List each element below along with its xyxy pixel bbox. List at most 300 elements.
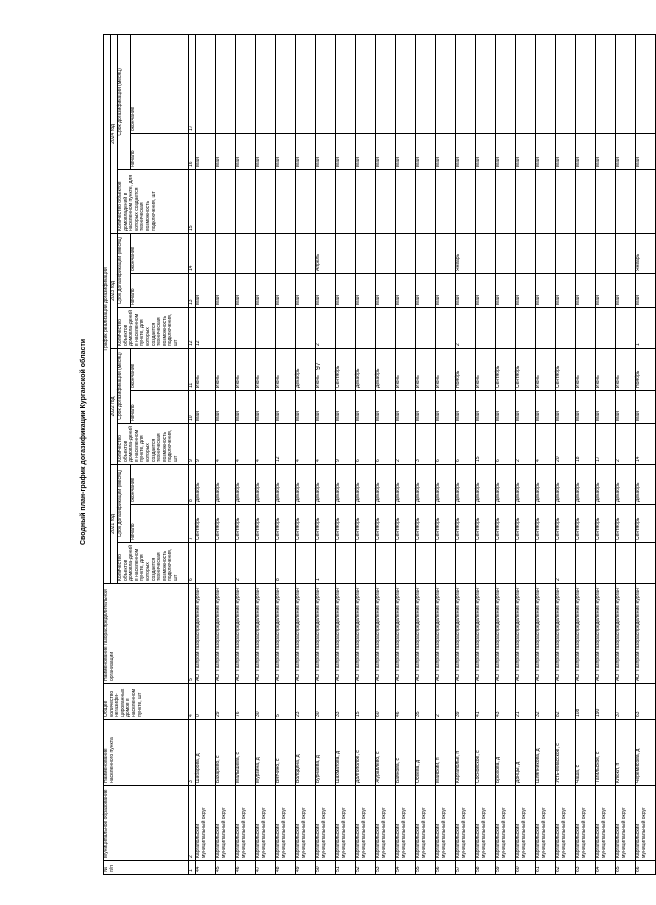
cell-municipality: Каргапольский муниципальный округ: [576, 786, 596, 861]
cell-end-2024: [576, 34, 596, 133]
cell-start-2024: Май: [396, 134, 416, 170]
cell-end-2021: Декабрь: [416, 465, 436, 505]
cell-objects-2023: 2: [456, 308, 476, 349]
cell-objects-2021: 8: [276, 543, 296, 584]
cell-start-2023: Май: [536, 274, 556, 308]
cell-municipality: Каргапольский муниципальный округ: [216, 786, 236, 861]
page-number: 97: [315, 362, 322, 370]
cell-end-2022: Декабрь: [296, 349, 316, 391]
cell-end-2021: Декабрь: [516, 465, 536, 505]
cell-start-2022: Май: [576, 391, 596, 424]
cell-end-2023: [536, 234, 556, 274]
cell-objects-2021: [616, 543, 636, 584]
cell-start-2023: Май: [616, 274, 636, 308]
cell-row-num: 51: [336, 861, 356, 875]
cell-start-2024: Май: [236, 134, 256, 170]
cell-start-2024: Май: [616, 134, 636, 170]
cell-objects-2023: [616, 308, 636, 349]
cell-objects-2023: [336, 308, 356, 349]
cell-end-2022: Июнь: [536, 349, 556, 391]
cell-objects-2024: [556, 170, 576, 234]
cell-end-2023: [256, 234, 276, 274]
cell-start-2021: Сентябрь: [296, 505, 316, 543]
cell-row-num: 57: [456, 861, 476, 875]
cell-end-2021: Декабрь: [296, 465, 316, 505]
cell-objects-2024: [396, 170, 416, 234]
cell-start-2021: Сентябрь: [576, 505, 596, 543]
cell-organization: АО "Газпром газораспределение Курган": [576, 584, 596, 684]
cell-start-2022: Май: [196, 391, 216, 424]
cell-total-houses: 30: [256, 684, 276, 720]
cell-organization: АО "Газпром газораспределение Курган": [396, 584, 416, 684]
schedule-table-container: [103, 35, 647, 875]
cell-municipality: Каргапольский муниципальный округ: [396, 786, 416, 861]
cell-objects-2022: 4: [316, 424, 336, 465]
cell-objects-2022: 4: [296, 424, 316, 465]
table-row: [496, 34, 516, 874]
cell-start-2021: Сентябрь: [376, 505, 396, 543]
cell-objects-2023: [396, 308, 416, 349]
cell-row-num: 50: [316, 861, 336, 875]
cell-start-2021: Сентябрь: [496, 505, 516, 543]
cell-start-2022: Май: [236, 391, 256, 424]
cell-start-2023: Май: [476, 274, 496, 308]
header-year-2022: 2022 год: [111, 349, 118, 465]
cell-end-2021: Декабрь: [336, 465, 356, 505]
table-row: [216, 34, 236, 874]
cell-total-houses: 23: [296, 684, 316, 720]
cell-end-2021: Декабрь: [596, 465, 616, 505]
cell-end-2024: [236, 34, 256, 133]
document-title: Сводный план-график догазификации Курганской области: [80, 338, 87, 545]
cell-end-2021: Декабрь: [356, 465, 376, 505]
cell-end-2022: Июнь: [436, 349, 456, 391]
cell-start-2024: Май: [296, 134, 316, 170]
cell-end-2022: Июнь: [576, 349, 596, 391]
cell-total-houses: 76: [236, 684, 256, 720]
cell-total-houses: 43: [496, 684, 516, 720]
cell-end-2021: Декабрь: [496, 465, 516, 505]
cell-end-2023: [236, 234, 256, 274]
cell-start-2021: Сентябрь: [356, 505, 376, 543]
cell-end-2023: [516, 234, 536, 274]
cell-start-2024: Май: [196, 134, 216, 170]
cell-objects-2022: 15: [476, 424, 496, 465]
cell-total-houses: 35: [416, 684, 436, 720]
cell-objects-2022: 20: [556, 424, 576, 465]
cell-end-2022: Сентябрь: [516, 349, 536, 391]
header-deadline-2021: Срок догазификации (месяц): [118, 465, 131, 543]
cell-end-2021: Декабрь: [376, 465, 396, 505]
column-number: 2: [189, 786, 196, 861]
cell-end-2023: [336, 234, 356, 274]
cell-municipality: Каргапольский муниципальный округ: [496, 786, 516, 861]
cell-objects-2023: [416, 308, 436, 349]
cell-municipality: Каргапольский муниципальный округ: [536, 786, 556, 861]
cell-municipality: Каргапольский муниципальный округ: [276, 786, 296, 861]
cell-objects-2022: 4: [236, 424, 256, 465]
cell-municipality: Каргапольский муниципальный округ: [236, 786, 256, 861]
cell-end-2023: [476, 234, 496, 274]
header-start-2023: начало: [131, 274, 189, 308]
cell-organization: АО "Газпром газораспределение Курган": [596, 584, 616, 684]
cell-settlement: Шахматова, д: [336, 720, 356, 786]
cell-objects-2022: 6: [376, 424, 396, 465]
cell-objects-2023: [356, 308, 376, 349]
column-number: 12: [189, 308, 196, 349]
cell-total-houses: 37: [616, 684, 636, 720]
header-objects-2024: Количество объектов домовладений в населенном пункте, для которых создается техническая возможность подключения, шт: [118, 170, 189, 234]
cell-settlement: Шляпникова, д: [536, 720, 556, 786]
cell-start-2022: Май: [216, 391, 236, 424]
cell-start-2022: Май: [556, 391, 576, 424]
cell-objects-2023: [256, 308, 276, 349]
cell-objects-2024: [596, 170, 616, 234]
cell-settlement: Журавлево, с: [376, 720, 396, 786]
cell-total-houses: 29: [216, 684, 236, 720]
cell-start-2022: Май: [376, 391, 396, 424]
header-objects-2022: Количество объектов домовла-дений в населенном пункте, для которых создается техническая возможность подключения, шт: [118, 424, 189, 465]
cell-end-2024: [476, 34, 496, 133]
cell-organization: АО "Газпром газораспределение Курган": [336, 584, 356, 684]
cell-objects-2021: [416, 543, 436, 584]
cell-start-2024: Май: [456, 134, 476, 170]
cell-organization: АО "Газпром газораспределение Курган": [636, 584, 656, 684]
cell-end-2021: Декабрь: [576, 465, 596, 505]
cell-municipality: Каргапольский муниципальный округ: [556, 786, 576, 861]
cell-start-2023: Май: [196, 274, 216, 308]
cell-start-2023: Май: [436, 274, 456, 308]
cell-objects-2024: [276, 170, 296, 234]
cell-end-2024: [416, 34, 436, 133]
cell-start-2022: Май: [516, 391, 536, 424]
cell-row-num: 54: [396, 861, 416, 875]
cell-start-2024: Май: [276, 134, 296, 170]
cell-objects-2021: [376, 543, 396, 584]
table-row: [516, 34, 536, 874]
cell-end-2022: Ноябрь: [636, 349, 656, 391]
cell-objects-2023: [476, 308, 496, 349]
cell-objects-2023: [516, 308, 536, 349]
cell-objects-2022: 6: [436, 424, 456, 465]
cell-end-2021: Декабрь: [396, 465, 416, 505]
cell-objects-2021: [516, 543, 536, 584]
cell-start-2022: Май: [336, 391, 356, 424]
cell-total-houses: 2: [436, 684, 456, 720]
cell-start-2022: Май: [616, 391, 636, 424]
table-row: [556, 34, 576, 874]
cell-objects-2024: [376, 170, 396, 234]
cell-total-houses: 63: [636, 684, 656, 720]
header-year-2024: 2024 год: [111, 34, 118, 233]
cell-end-2023: [496, 234, 516, 274]
cell-end-2024: [376, 34, 396, 133]
cell-total-houses: 46: [396, 684, 416, 720]
cell-row-num: 65: [616, 861, 636, 875]
table-row: [396, 34, 416, 874]
cell-row-num: 53: [376, 861, 396, 875]
cell-objects-2024: [576, 170, 596, 234]
cell-organization: АО "Газпром газораспределение Курган": [436, 584, 456, 684]
cell-end-2023: [296, 234, 316, 274]
cell-objects-2023: [276, 308, 296, 349]
cell-objects-2022: 3: [416, 424, 436, 465]
cell-objects-2021: 1: [316, 543, 336, 584]
cell-start-2024: Май: [356, 134, 376, 170]
header-start-2022: начало: [131, 391, 189, 424]
cell-end-2021: Декабрь: [196, 465, 216, 505]
cell-organization: АО "Газпром газораспределение Курган": [376, 584, 396, 684]
cell-end-2024: [296, 34, 316, 133]
cell-end-2021: Декабрь: [556, 465, 576, 505]
cell-end-2023: [576, 234, 596, 274]
cell-municipality: Каргапольский муниципальный округ: [636, 786, 656, 861]
cell-start-2021: Сентябрь: [616, 505, 636, 543]
cell-start-2024: Май: [336, 134, 356, 170]
cell-start-2024: Май: [596, 134, 616, 170]
cell-start-2023: Май: [456, 274, 476, 308]
cell-start-2021: Сентябрь: [316, 505, 336, 543]
table-row: [296, 34, 316, 874]
table-row: [256, 34, 276, 874]
cell-settlement: Бурнаева, д: [316, 720, 336, 786]
cell-start-2023: Май: [576, 274, 596, 308]
cell-end-2024: [616, 34, 636, 133]
column-number: 17: [189, 34, 196, 133]
cell-start-2023: Май: [556, 274, 576, 308]
cell-settlement: Клюкл, п: [616, 720, 636, 786]
cell-objects-2023: [576, 308, 596, 349]
cell-start-2021: Сентябрь: [596, 505, 616, 543]
table-row: [276, 34, 296, 874]
cell-organization: АО "Газпром газораспределение Курган": [416, 584, 436, 684]
cell-end-2021: Декабрь: [636, 465, 656, 505]
cell-end-2022: Июнь: [396, 349, 416, 391]
cell-objects-2022: 4: [216, 424, 236, 465]
column-number: 7: [189, 505, 196, 543]
cell-objects-2024: [316, 170, 336, 234]
cell-row-num: 45: [216, 861, 236, 875]
cell-end-2023: [416, 234, 436, 274]
cell-end-2024: [496, 34, 516, 133]
cell-organization: АО "Газпром газораспределение Курган": [276, 584, 296, 684]
cell-start-2023: Май: [396, 274, 416, 308]
cell-municipality: Каргапольский муниципальный округ: [516, 786, 536, 861]
cell-end-2023: [216, 234, 236, 274]
cell-row-num: 52: [356, 861, 376, 875]
cell-end-2022: Июнь: [196, 349, 216, 391]
cell-start-2022: Май: [456, 391, 476, 424]
cell-end-2021: Декабрь: [436, 465, 456, 505]
cell-objects-2021: 2: [236, 543, 256, 584]
cell-total-houses: 190: [596, 684, 616, 720]
cell-objects-2023: [296, 308, 316, 349]
cell-organization: АО "Газпром газораспределение Курган": [496, 584, 516, 684]
cell-start-2021: Сентябрь: [436, 505, 456, 543]
header-end-2023: окончание: [131, 234, 189, 274]
cell-objects-2022: 14: [636, 424, 656, 465]
cell-objects-2021: [436, 543, 456, 584]
column-number: 4: [189, 684, 196, 720]
cell-row-num: 48: [276, 861, 296, 875]
header-settlement: Наименование населенного пункта: [104, 720, 189, 786]
column-number: 15: [189, 170, 196, 234]
cell-row-num: 46: [236, 861, 256, 875]
cell-total-houses: 60: [376, 684, 396, 720]
cell-end-2022: Июнь: [256, 349, 276, 391]
cell-end-2023: [596, 234, 616, 274]
table-row: [616, 34, 636, 874]
cell-end-2021: Декабрь: [216, 465, 236, 505]
cell-municipality: Каргапольский муниципальный округ: [356, 786, 376, 861]
cell-end-2022: Июнь: [596, 349, 616, 391]
cell-end-2024: [456, 34, 476, 133]
header-total-houses: Общее количество негазифи-цированных домов в населенном пункте, шт: [104, 684, 189, 720]
cell-start-2023: Май: [256, 274, 276, 308]
cell-objects-2021: [196, 543, 216, 584]
cell-municipality: Каргапольский муниципальный округ: [256, 786, 276, 861]
table-row: [476, 34, 496, 874]
cell-start-2022: Май: [596, 391, 616, 424]
cell-objects-2021: [596, 543, 616, 584]
cell-end-2024: [556, 34, 576, 133]
cell-end-2022: Сентябрь: [556, 349, 576, 391]
cell-start-2023: Май: [296, 274, 316, 308]
column-number: 5: [189, 584, 196, 684]
cell-organization: АО "Газпром газораспределение Курган": [196, 584, 216, 684]
column-number: 9: [189, 424, 196, 465]
cell-row-num: 44: [196, 861, 216, 875]
cell-settlement: Майский, п: [436, 720, 456, 786]
cell-start-2024: Май: [316, 134, 336, 170]
cell-organization: АО "Газпром газораспределение Курган": [216, 584, 236, 684]
cell-start-2022: Май: [536, 391, 556, 424]
cell-start-2021: Сентябрь: [476, 505, 496, 543]
cell-objects-2024: [536, 170, 556, 234]
cell-objects-2023: [556, 308, 576, 349]
cell-settlement: Чаша, с: [576, 720, 596, 786]
cell-end-2022: Декабрь: [376, 349, 396, 391]
cell-objects-2023: 1: [636, 308, 656, 349]
cell-start-2022: Май: [356, 391, 376, 424]
cell-end-2024: [256, 34, 276, 133]
cell-start-2023: Май: [416, 274, 436, 308]
column-number: 14: [189, 234, 196, 274]
header-organization: Наименование газораспределительной организации: [104, 584, 189, 684]
cell-objects-2023: [436, 308, 456, 349]
cell-organization: АО "Газпром газораспределение Курган": [536, 584, 556, 684]
cell-organization: АО "Газпром газораспределение Курган": [356, 584, 376, 684]
cell-objects-2022: 2: [616, 424, 636, 465]
table-row: [576, 34, 596, 874]
cell-start-2024: Май: [636, 134, 656, 170]
cell-objects-2023: [216, 308, 236, 349]
cell-end-2021: Декабрь: [236, 465, 256, 505]
cell-end-2022: Июнь: [616, 349, 636, 391]
cell-organization: АО "Газпром газораспределение Курган": [516, 584, 536, 684]
cell-end-2023: [396, 234, 416, 274]
cell-objects-2022: 17: [596, 424, 616, 465]
cell-start-2023: Май: [276, 274, 296, 308]
cell-objects-2021: [336, 543, 356, 584]
cell-objects-2021: [496, 543, 516, 584]
cell-settlement: Шабарова, д: [196, 720, 216, 786]
cell-organization: АО "Газпром газораспределение Курган": [256, 584, 276, 684]
cell-end-2024: [396, 34, 416, 133]
schedule-table: [103, 34, 656, 875]
cell-organization: АО "Газпром газораспределение Курган": [296, 584, 316, 684]
cell-objects-2023: [376, 308, 396, 349]
cell-objects-2024: [416, 170, 436, 234]
cell-objects-2021: [296, 543, 316, 584]
cell-end-2021: Декабрь: [456, 465, 476, 505]
cell-objects-2023: [236, 308, 256, 349]
cell-objects-2023: [496, 308, 516, 349]
cell-end-2024: [516, 34, 536, 133]
cell-row-num: 47: [256, 861, 276, 875]
cell-start-2022: Май: [276, 391, 296, 424]
cell-objects-2024: [296, 170, 316, 234]
cell-end-2021: Декабрь: [616, 465, 636, 505]
table-row: [636, 34, 656, 874]
cell-end-2024: [316, 34, 336, 133]
table-row: [316, 34, 336, 874]
header-start-2021: начало: [131, 505, 189, 543]
cell-start-2024: Май: [256, 134, 276, 170]
cell-objects-2021: [456, 543, 476, 584]
cell-objects-2024: [256, 170, 276, 234]
column-number: 13: [189, 274, 196, 308]
cell-total-houses: 39: [456, 684, 476, 720]
table-row: [456, 34, 476, 874]
column-number: 3: [189, 720, 196, 786]
cell-start-2021: Сентябрь: [396, 505, 416, 543]
cell-objects-2023: [536, 308, 556, 349]
header-deadline-2023: Срок догазификации (месяц): [118, 234, 131, 308]
table-row: [436, 34, 456, 874]
cell-objects-2022: 6: [496, 424, 516, 465]
cell-municipality: Каргапольский муниципальный округ: [416, 786, 436, 861]
header-year-2021: 2021 год: [111, 465, 118, 584]
cell-end-2023: [436, 234, 456, 274]
cell-objects-2024: [236, 170, 256, 234]
header-end-2024: окончание: [131, 34, 189, 133]
cell-start-2021: Сентябрь: [416, 505, 436, 543]
table-row: [536, 34, 556, 874]
cell-end-2024: [596, 34, 616, 133]
cell-start-2024: Май: [576, 134, 596, 170]
cell-objects-2022: 9: [196, 424, 216, 465]
cell-start-2023: Май: [596, 274, 616, 308]
cell-settlement: Малышева, с: [236, 720, 256, 786]
table-row: [236, 34, 256, 874]
cell-end-2024: [336, 34, 356, 133]
cell-start-2024: Май: [496, 134, 516, 170]
cell-start-2024: Май: [536, 134, 556, 170]
cell-municipality: Каргапольский муниципальный округ: [476, 786, 496, 861]
cell-objects-2022: 2: [396, 424, 416, 465]
table-row: [596, 34, 616, 874]
cell-settlement: Долгополое, с: [356, 720, 376, 786]
cell-end-2023: [196, 234, 216, 274]
cell-start-2021: Сентябрь: [336, 505, 356, 543]
cell-total-houses: 108: [576, 684, 596, 720]
cell-row-num: 49: [296, 861, 316, 875]
header-deadline-2024: Срок догазификации (месяц): [118, 34, 131, 169]
cell-settlement: Володина, д: [296, 720, 316, 786]
header-schedule: График реализации догазификации: [104, 34, 111, 583]
cell-start-2021: Сентябрь: [636, 505, 656, 543]
